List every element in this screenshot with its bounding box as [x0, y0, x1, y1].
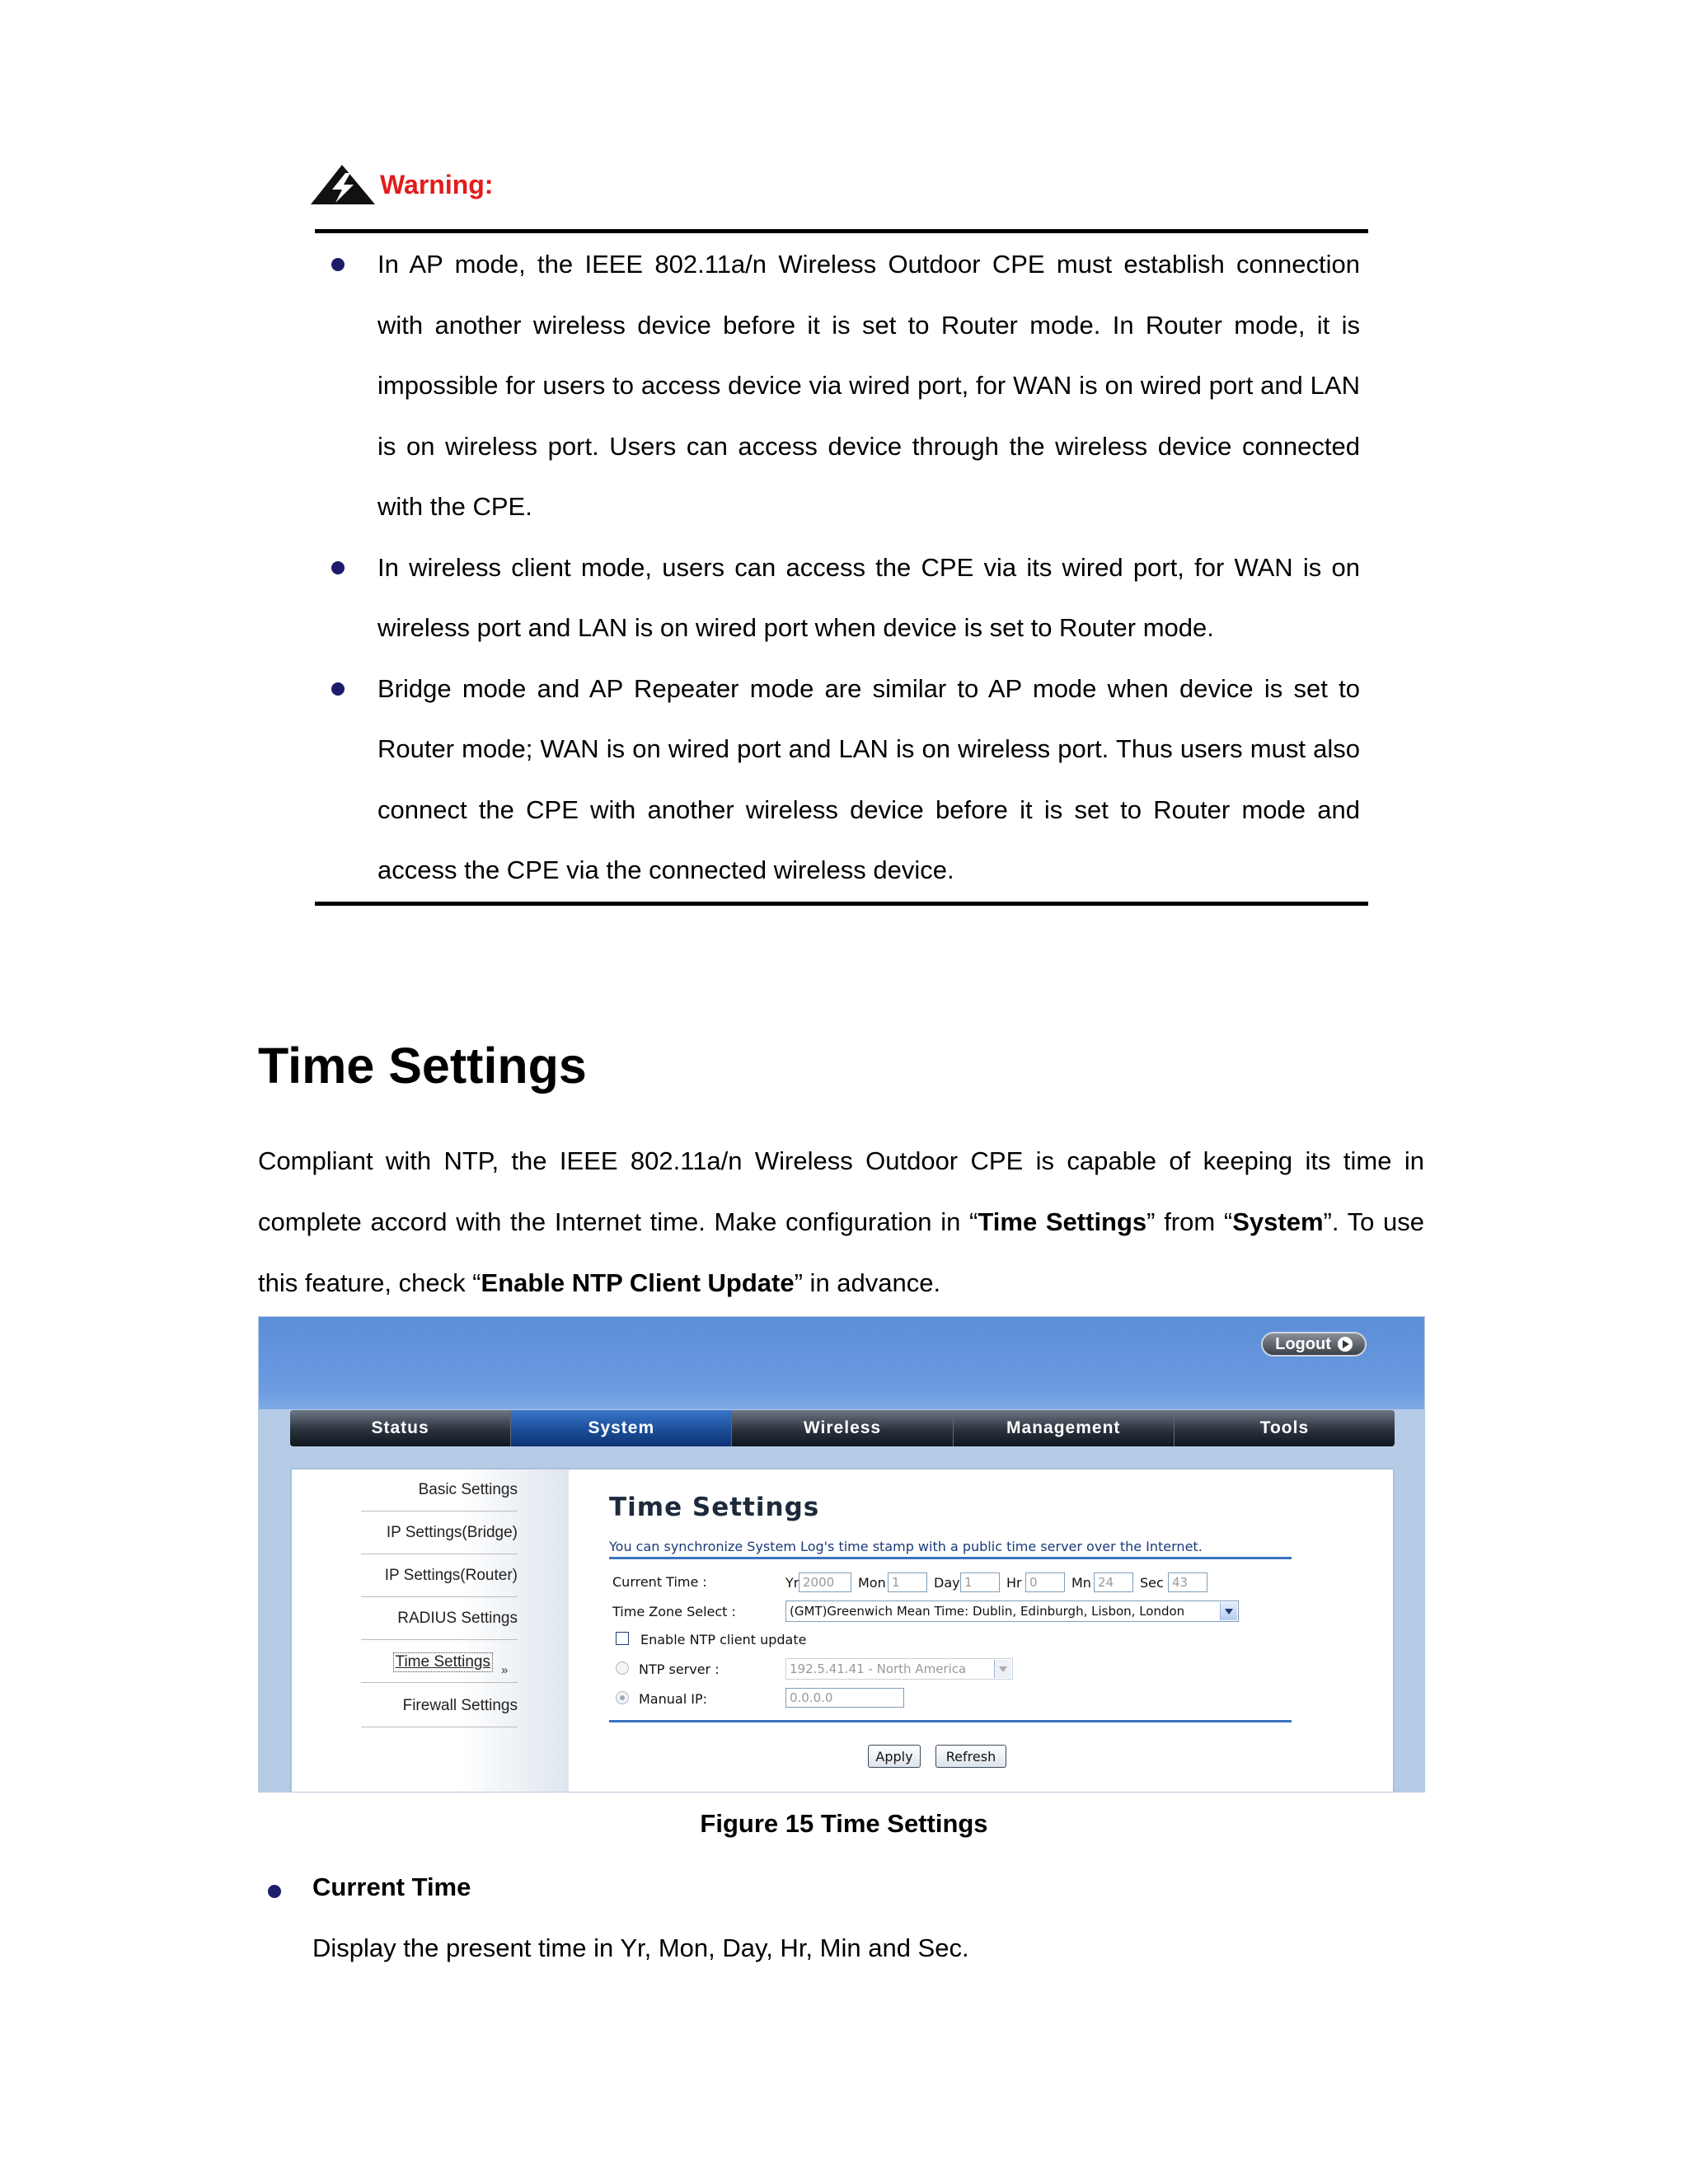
- yr-field[interactable]: 2000: [799, 1572, 851, 1592]
- current-time-description: Display the present time in Yr, Mon, Day, Hr, Min and Sec.: [312, 1933, 969, 1962]
- warning-title: Warning:: [380, 169, 494, 199]
- nav-tab-tools[interactable]: Tools: [1175, 1410, 1395, 1446]
- manual-ip-radio[interactable]: [616, 1691, 629, 1704]
- sidebar-item-ip-settings-router[interactable]: IP Settings(Router): [384, 1567, 518, 1584]
- current-arrow-icon: »: [501, 1663, 509, 1677]
- apply-button[interactable]: Apply: [868, 1745, 921, 1768]
- sidebar-divider: [361, 1639, 518, 1640]
- nav-tab-system[interactable]: System: [511, 1410, 732, 1446]
- sidebar-item-radius-settings[interactable]: RADIUS Settings: [397, 1610, 518, 1627]
- enable-ntp-label: Enable NTP client update: [640, 1632, 807, 1647]
- mon-field[interactable]: 1: [888, 1572, 927, 1592]
- warning-item: Bridge mode and AP Repeater mode are similar to AP mode when device is set to Router mode; WAN is on wired port and LAN is on wireless port. Thus users must also connect the CPE with another wireless device before it is set to Router mode and access the CPE via the connected wireless device.: [315, 658, 1368, 901]
- sec-label: Sec: [1140, 1575, 1164, 1591]
- day-field[interactable]: 1: [960, 1572, 1000, 1592]
- yr-label: Yr: [785, 1575, 799, 1591]
- ntp-server-label: NTP server :: [639, 1661, 720, 1677]
- nav-tab-management[interactable]: Management: [954, 1410, 1175, 1446]
- mn-label: Mn: [1071, 1575, 1091, 1591]
- footer-divider: [609, 1720, 1292, 1722]
- current-time-label: Current Time :: [612, 1574, 707, 1590]
- warning-icon: [309, 163, 378, 206]
- mn-field[interactable]: 24: [1094, 1572, 1133, 1592]
- logout-button[interactable]: Logout: [1261, 1332, 1367, 1357]
- nav-tab-status[interactable]: Status: [290, 1410, 511, 1446]
- sec-field[interactable]: 43: [1168, 1572, 1207, 1592]
- section-title: Time Settings: [258, 1038, 587, 1094]
- warning-item: In wireless client mode, users can access the CPE via its wired port, for WAN is on wireless port and LAN is on wired port when device is set to Router mode.: [315, 537, 1368, 658]
- content-title: Time Settings: [609, 1493, 820, 1522]
- warning-header: [309, 163, 493, 206]
- sidebar: [292, 1469, 569, 1793]
- manual-ip-field[interactable]: 0.0.0.0: [785, 1688, 904, 1708]
- timezone-select[interactable]: (GMT)Greenwich Mean Time: Dublin, Edinburgh, Lisbon, London: [785, 1601, 1239, 1622]
- warning-bottom-rule: [315, 902, 1368, 906]
- sidebar-divider: [361, 1596, 518, 1597]
- bullet-icon: [331, 682, 345, 696]
- warning-top-rule: [315, 229, 1368, 233]
- nav-tab-wireless[interactable]: Wireless: [732, 1410, 953, 1446]
- manual-ip-label: Manual IP:: [639, 1691, 707, 1707]
- hr-label: Hr: [1006, 1575, 1022, 1591]
- current-time-heading: Current Time: [312, 1872, 471, 1901]
- enable-ntp-checkbox[interactable]: [616, 1632, 629, 1645]
- main-nav: [290, 1410, 1395, 1446]
- ntp-server-radio[interactable]: [616, 1661, 629, 1675]
- bullet-icon: [331, 258, 345, 271]
- screenshot-header: [259, 1317, 1424, 1409]
- sidebar-item-basic-settings[interactable]: Basic Settings: [418, 1481, 518, 1498]
- sidebar-divider: [361, 1682, 518, 1683]
- time-settings-screenshot: [258, 1316, 1425, 1793]
- chevron-down-icon: [1220, 1602, 1237, 1620]
- refresh-button[interactable]: Refresh: [935, 1745, 1006, 1768]
- bullet-icon: [331, 561, 345, 574]
- warning-item: In AP mode, the IEEE 802.11a/n Wireless Outdoor CPE must establish connection with another wireless device before it is set to Router mode. In Router mode, it is impossible for users to access device via wired port, for WAN is on wired port and LAN is on wireless port. Users can access device through the wireless device connected with the CPE.: [315, 234, 1368, 537]
- section-intro: Compliant with NTP, the IEEE 802.11a/n Wireless Outdoor CPE is capable of keeping its time in complete accord with the Internet time. Make configuration in “Time Settings” from “System”. To use this feature, check “Enable NTP Client Update” in advance.: [258, 1146, 1425, 1297]
- chevron-down-icon: [994, 1660, 1011, 1678]
- hr-field[interactable]: 0: [1025, 1572, 1065, 1592]
- time-settings-content: [607, 1469, 1366, 1793]
- settings-panel: [290, 1468, 1395, 1793]
- header-divider: [609, 1557, 1292, 1559]
- mon-label: Mon: [858, 1575, 886, 1591]
- bullet-icon: [268, 1885, 281, 1898]
- figure-caption: Figure 15 Time Settings: [700, 1809, 988, 1838]
- day-label: Day: [934, 1575, 960, 1591]
- sidebar-item-ip-settings-bridge[interactable]: IP Settings(Bridge): [386, 1524, 518, 1541]
- timezone-label: Time Zone Select :: [612, 1604, 736, 1619]
- ntp-server-select[interactable]: 192.5.41.41 - North America: [785, 1658, 1013, 1680]
- sidebar-item-time-settings[interactable]: Time Settings: [393, 1652, 493, 1672]
- sidebar-item-firewall-settings[interactable]: Firewall Settings: [402, 1697, 518, 1714]
- play-arrow-icon: [1338, 1337, 1353, 1352]
- content-description: You can synchronize System Log's time stamp with a public time server over the Internet.: [609, 1539, 1203, 1554]
- warning-list: [315, 234, 1368, 901]
